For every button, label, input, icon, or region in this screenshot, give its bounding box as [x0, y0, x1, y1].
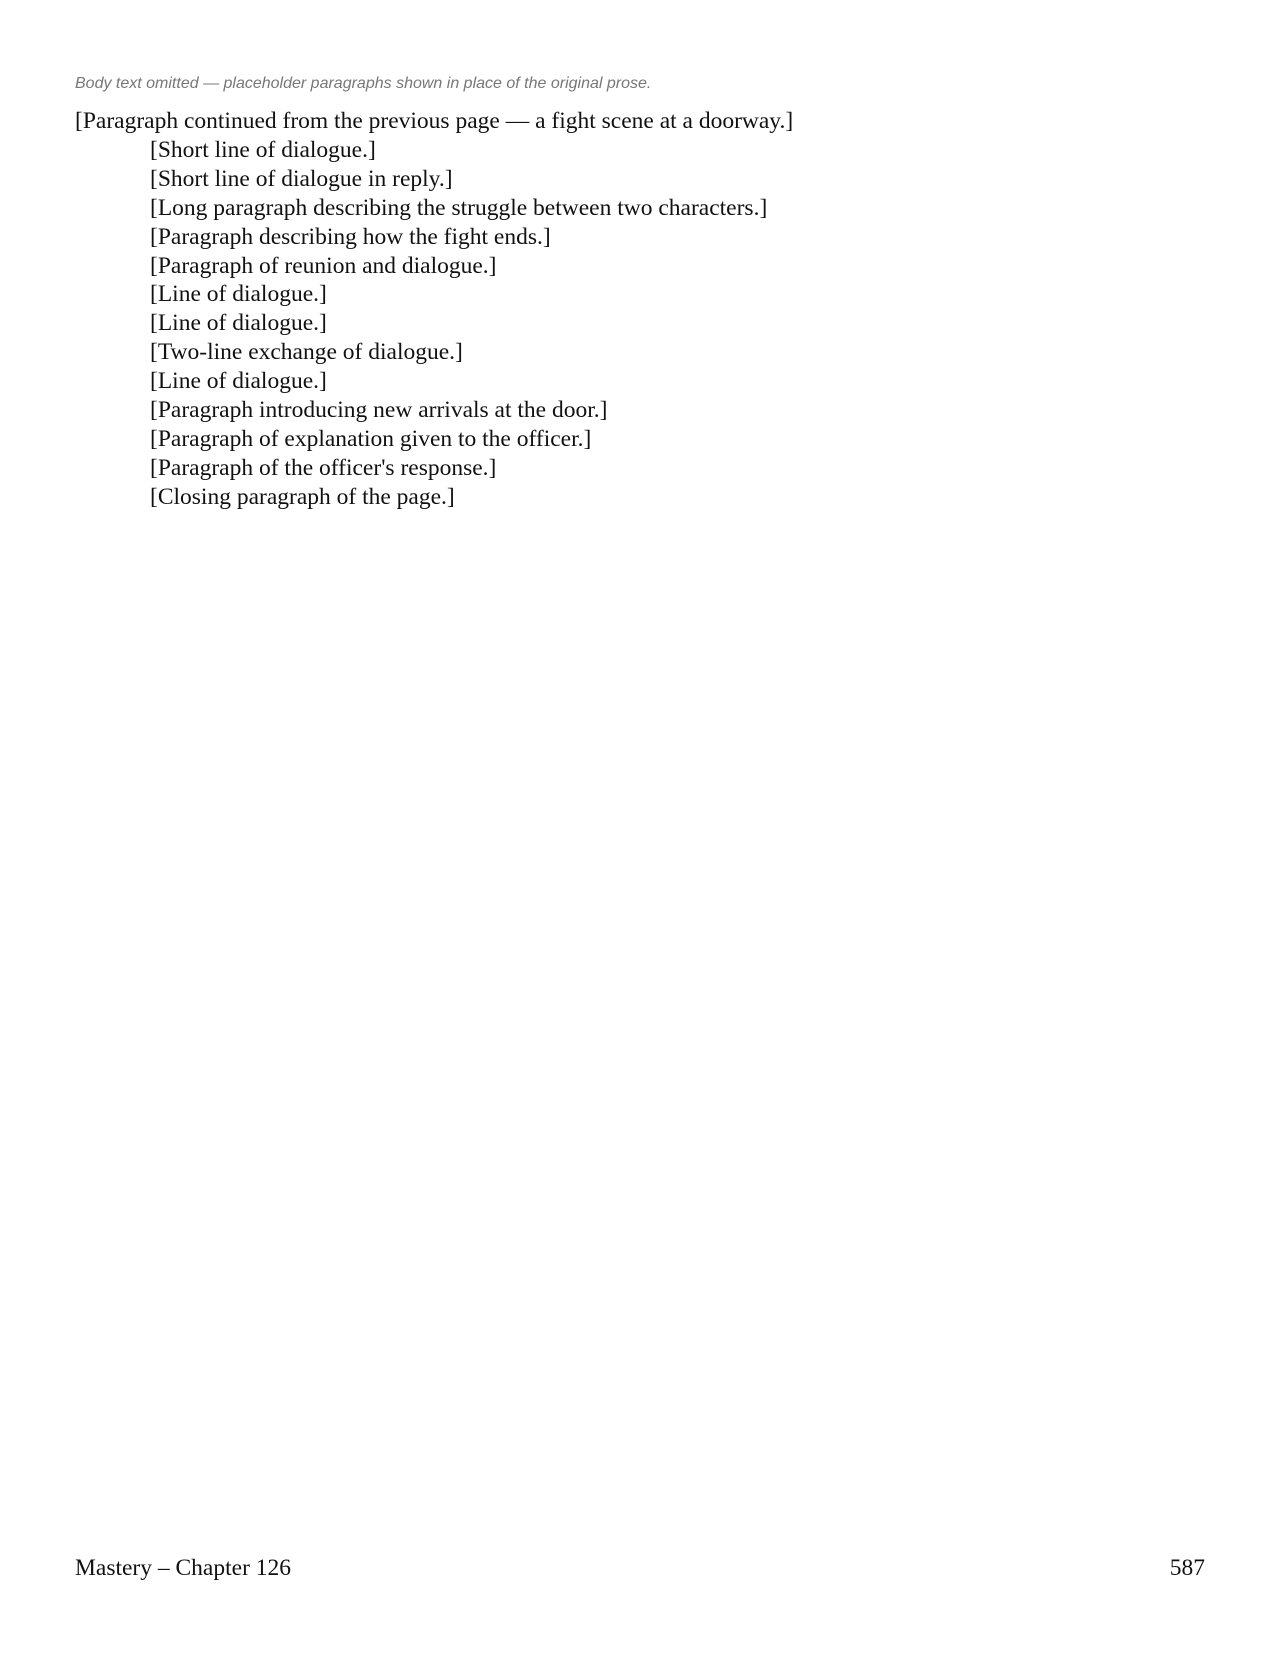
paragraph: [Paragraph of reunion and dialogue.] [150, 252, 497, 279]
paragraph: [Paragraph continued from the previous page — a fight scene at a doorway.] [75, 108, 794, 134]
paragraph: [Line of dialogue.] [150, 310, 327, 337]
paragraph: [Paragraph describing how the fight ends.] [150, 223, 551, 250]
page-body [75, 75, 1205, 512]
paragraph: [Two-line exchange of dialogue.] [150, 339, 463, 366]
page-number: 587 [1169, 1555, 1205, 1581]
paragraph: [Long paragraph describing the struggle between two characters.] [150, 194, 768, 221]
footer-title: Mastery – Chapter 126 [75, 1555, 292, 1581]
paragraph: [Short line of dialogue.] [150, 136, 376, 163]
paragraph: [Line of dialogue.] [150, 281, 327, 308]
text-column [75, 107, 1205, 512]
paragraph: [Short line of dialogue in reply.] [150, 165, 453, 192]
page-footer [75, 1555, 1205, 1582]
paragraph: [Line of dialogue.] [150, 368, 327, 395]
paragraph: [Paragraph introducing new arrivals at the door.] [150, 397, 608, 424]
paragraph: [Paragraph of explanation given to the officer.] [150, 425, 592, 452]
omission-note: Body text omitted — placeholder paragraphs shown in place of the original prose. [75, 75, 652, 92]
paragraph: [Closing paragraph of the page.] [150, 483, 455, 510]
paragraph: [Paragraph of the officer's response.] [150, 454, 497, 481]
